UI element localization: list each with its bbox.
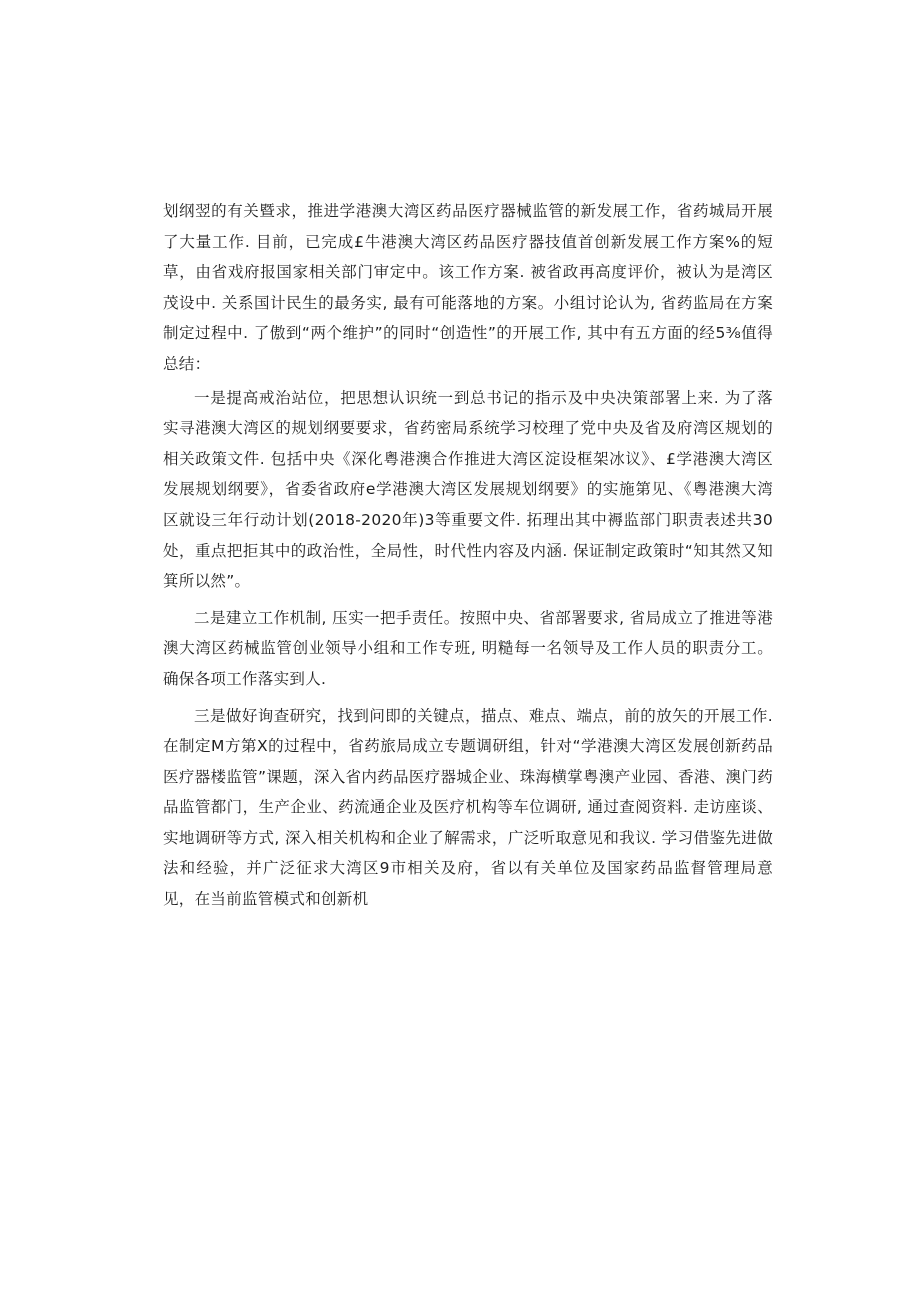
paragraph-continuation: 划纲翌的有关暨求，推进学港澳大湾区药品医疗器械监管的新发展工作，省药城局开展了大量工作. 目前，已完成£牛港澳大湾区药品医疗器技值首创新发展工作方案%的短草，由省戏府报国家相关部门审定中。该工作方案. 被省政再高度评价，被认为是湾区茂设中. 关系国计民生的最务实, 最有可能落地的方案。小组讨论认为, 省药监局在方案制定过程中. 了傲到“两个维护”的同时“创造性”的开展工作, 其中有五方面的经5⅜值得总结： bbox=[163, 202, 773, 373]
paragraph-point-three: 三是做好询查研究，找到问即的关键点，描点、难点、端点，前的放矢的开展工作. 在制定M方第X的过程中，省药旅局成立专题调研组，针对“学港澳大湾区发展创新药品医疗器楼监管”课题，深入省内药品医疗器城企业、珠海横掌粤澳产业园、香港、澳门药品监管都门，生产企业、药流通企业及医疗机构等车位调研, 通过查阅资料. 走访座谈、实地调研等方式, 深入相关机构和企业了解需求，广泛听取意见和我议. 学习借鉴先进做法和经验，并广泛征求大湾区9市相关及府，省以有关单位及国家药品监督管理局意见，在当前监管模式和创新机 bbox=[163, 706, 773, 909]
paragraph-point-two: 二是建立工作机制, 压实一把手责任。按照中央、省部署要求, 省局成立了推进等港澳大湾区药械监管创业领导小组和工作专班, 明糙每一名领导及工作人员的职责分工。确保各项工作落实到人. bbox=[163, 608, 773, 688]
paragraph-point-one: 一是提高戒治站位，把思想认识统一到总书记的指示及中央决策部署上来. 为了落实寻港澳大湾区的规划纲要要求，省药密局系统学习校理了党中央及省及府湾区规划的相关政策文件. 包括中央《深化粤港澳合作推进大湾区淀设框架冰议》、£学港澳大湾区发展规划纲要》，省委省政府e学港澳大湾区发展规划纲要》的实施第见、《粤港澳大湾区就设三年行动计划(2018-2020年)3等重要文件. 拓理出其中褥监部门职责表述共30处，重点把拒其中的政治性，全局性，时代性内容及内涵. 保证制定政策时“知其然又知箕所以然”。 bbox=[163, 388, 773, 591]
document-body bbox=[163, 196, 773, 915]
